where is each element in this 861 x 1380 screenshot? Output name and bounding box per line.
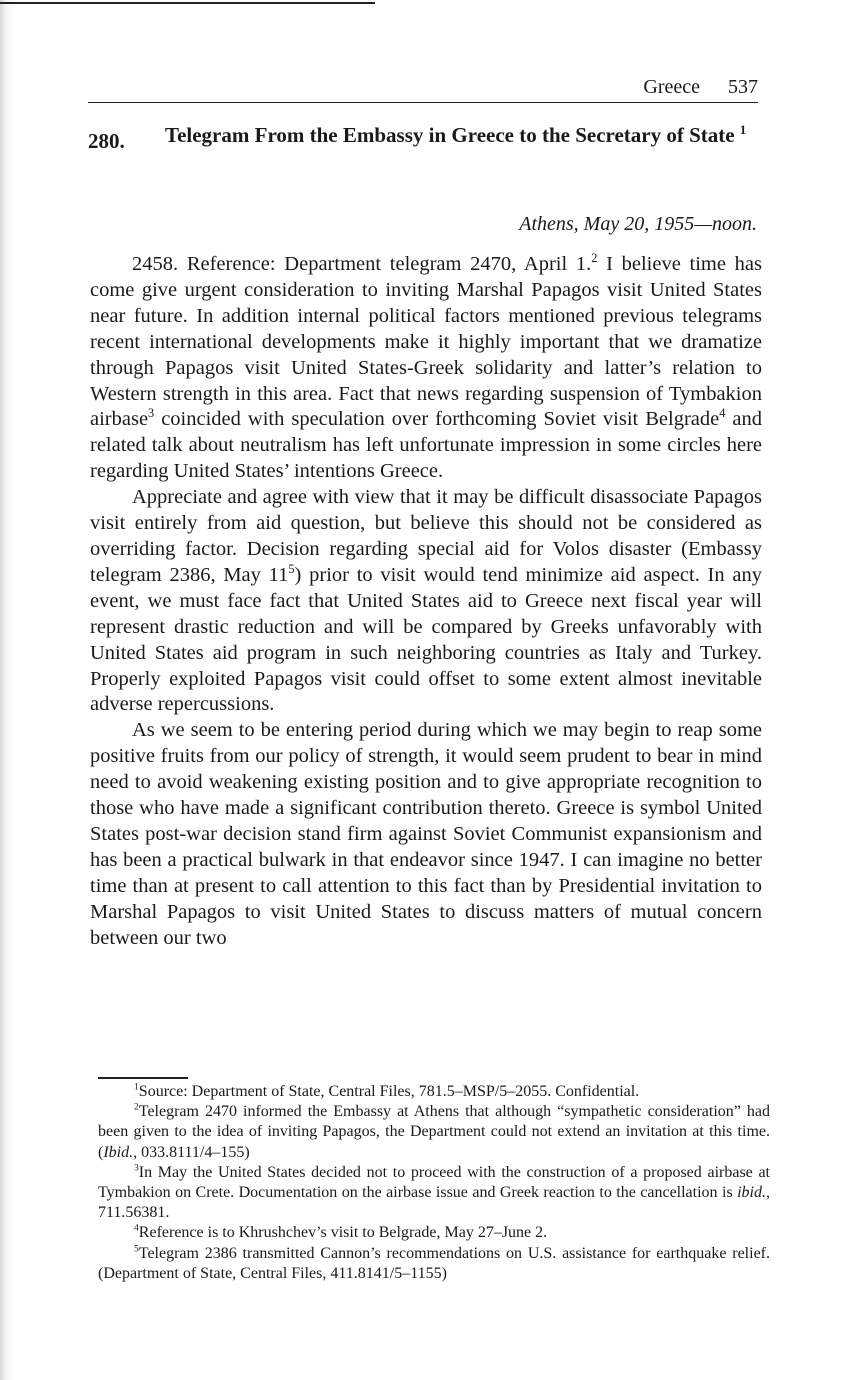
footnote-1 — [98, 1082, 770, 1102]
body-text-run: 2458. Reference: Department telegram 2470, April 1. — [132, 253, 592, 275]
footnote-marker: 1 — [134, 1081, 139, 1093]
footnote-citation: Ibid. — [103, 1143, 134, 1161]
footnote-text: Reference is to Khrushchev’s visit to Belgrade, May 27–June 2. — [138, 1224, 548, 1242]
footnote-text: Telegram 2386 transmitted Cannon’s recommendations on U.S. assistance for earthquake relief. (Department of State, Central Files, 411.8141/5–1155) — [98, 1244, 770, 1282]
telegram-body — [90, 252, 762, 951]
document-number: 280. — [88, 129, 125, 153]
footnote-ref-5[interactable]: 5 — [288, 562, 295, 577]
footnote-3 — [98, 1163, 770, 1224]
body-text-run: and related talk about neutralism has left unfortunate impression in some circles here regarding United States’ intentions Greece. — [90, 408, 762, 483]
footnotes — [98, 1082, 770, 1284]
running-head-title: Greece — [643, 76, 700, 98]
page-binding-edge — [0, 0, 14, 1380]
body-text-run: ) prior to visit would tend minimize aid aspect. In any event, we must face fact that United States aid to Greece next fiscal year will represent drastic reduction and will be compared by Greeks unfavorably with United States aid program in such neighboring countries as Italy and Turkey. Properly exploited Papagos visit could offset to some extent almost inevitable adverse repercussions. — [90, 563, 762, 716]
body-text-run: coincided with speculation over forthcoming Soviet visit Belgrade — [154, 408, 720, 431]
footnote-citation: ibid. — [737, 1184, 766, 1202]
dateline: Athens, May 20, 1955—noon. — [519, 213, 757, 235]
footnote-text: In May the United States decided not to proceed with the construction of a proposed airbase at Tymbakion on Crete. Documentation on the airbase issue and Greek reaction to the cancellation is — [98, 1163, 770, 1202]
footnote-text: , 033.8111/4–155) — [133, 1143, 250, 1161]
top-edge-rule — [0, 2, 375, 4]
footnote-ref-2[interactable]: 2 — [591, 251, 598, 266]
running-head — [88, 74, 758, 103]
body-paragraph-3: As we seem to be entering period during which we may begin to reap some positive fruits from our policy of strength, it would seem prudent to bear in mind need to avoid weakening existing position and to give appropriate recognition to those who have made a significant contribution thereto. Greece is symbol United States post-war decision stand firm against Soviet Communist expansionism and has been a practical bulwark in that endeavor since 1947. I can imagine no better time than at present to call attention to this fact than by Presidential invitation to Marshal Papagos to visit United States to discuss matters of mutual concern between our two — [90, 719, 762, 949]
document-heading — [88, 120, 758, 151]
footnote-marker: 5 — [134, 1243, 139, 1255]
footnote-5 — [98, 1244, 770, 1284]
footnote-text: , 711.56381. — [98, 1184, 770, 1222]
document-title-text: Telegram From the Embassy in Greece to the Secretary of State — [165, 123, 735, 147]
footnote-marker: 3 — [134, 1162, 139, 1174]
footnote-text: Source: Department of State, Central Files, 781.5–MSP/5–2055. Confidential. — [138, 1083, 640, 1100]
page-number: 537 — [728, 76, 758, 98]
footnote-ref-1[interactable]: 1 — [739, 123, 747, 137]
body-paragraph-2 — [90, 485, 762, 718]
document-title — [165, 120, 758, 151]
footnote-ref-4[interactable]: 4 — [719, 406, 726, 421]
footnote-4 — [98, 1223, 770, 1243]
footnote-2 — [98, 1102, 770, 1163]
footnote-marker: 4 — [134, 1223, 139, 1235]
footnote-ref-3[interactable]: 3 — [148, 406, 155, 421]
body-text-run: I believe time has come give urgent consideration to inviting Marshal Papagos visit United States near future. In addition internal political factors mentioned previous telegrams recent international developments make it highly important that we dramatize through Papagos visit United States-Greek solidarity and latter’s relation to Western strength in this area. Fact that news regarding suspension of Tymbakion airbase — [90, 253, 763, 431]
body-paragraph-1 — [90, 252, 762, 485]
footnote-text: Telegram 2470 informed the Embassy at Athens that although “sympathetic consideration” had been given to the idea of inviting Papagos, the Department could not extend an invitation at this time. ( — [98, 1103, 770, 1161]
footnote-rule — [98, 1077, 188, 1079]
body-text-run: Appreciate and agree with view that it may be difficult disassociate Papagos visit entirely from aid question, but believe this should not be considered as overriding factor. Decision regarding special aid for Volos disaster (Embassy telegram 2386, May 11 — [90, 486, 762, 586]
footnote-marker: 2 — [134, 1101, 139, 1113]
